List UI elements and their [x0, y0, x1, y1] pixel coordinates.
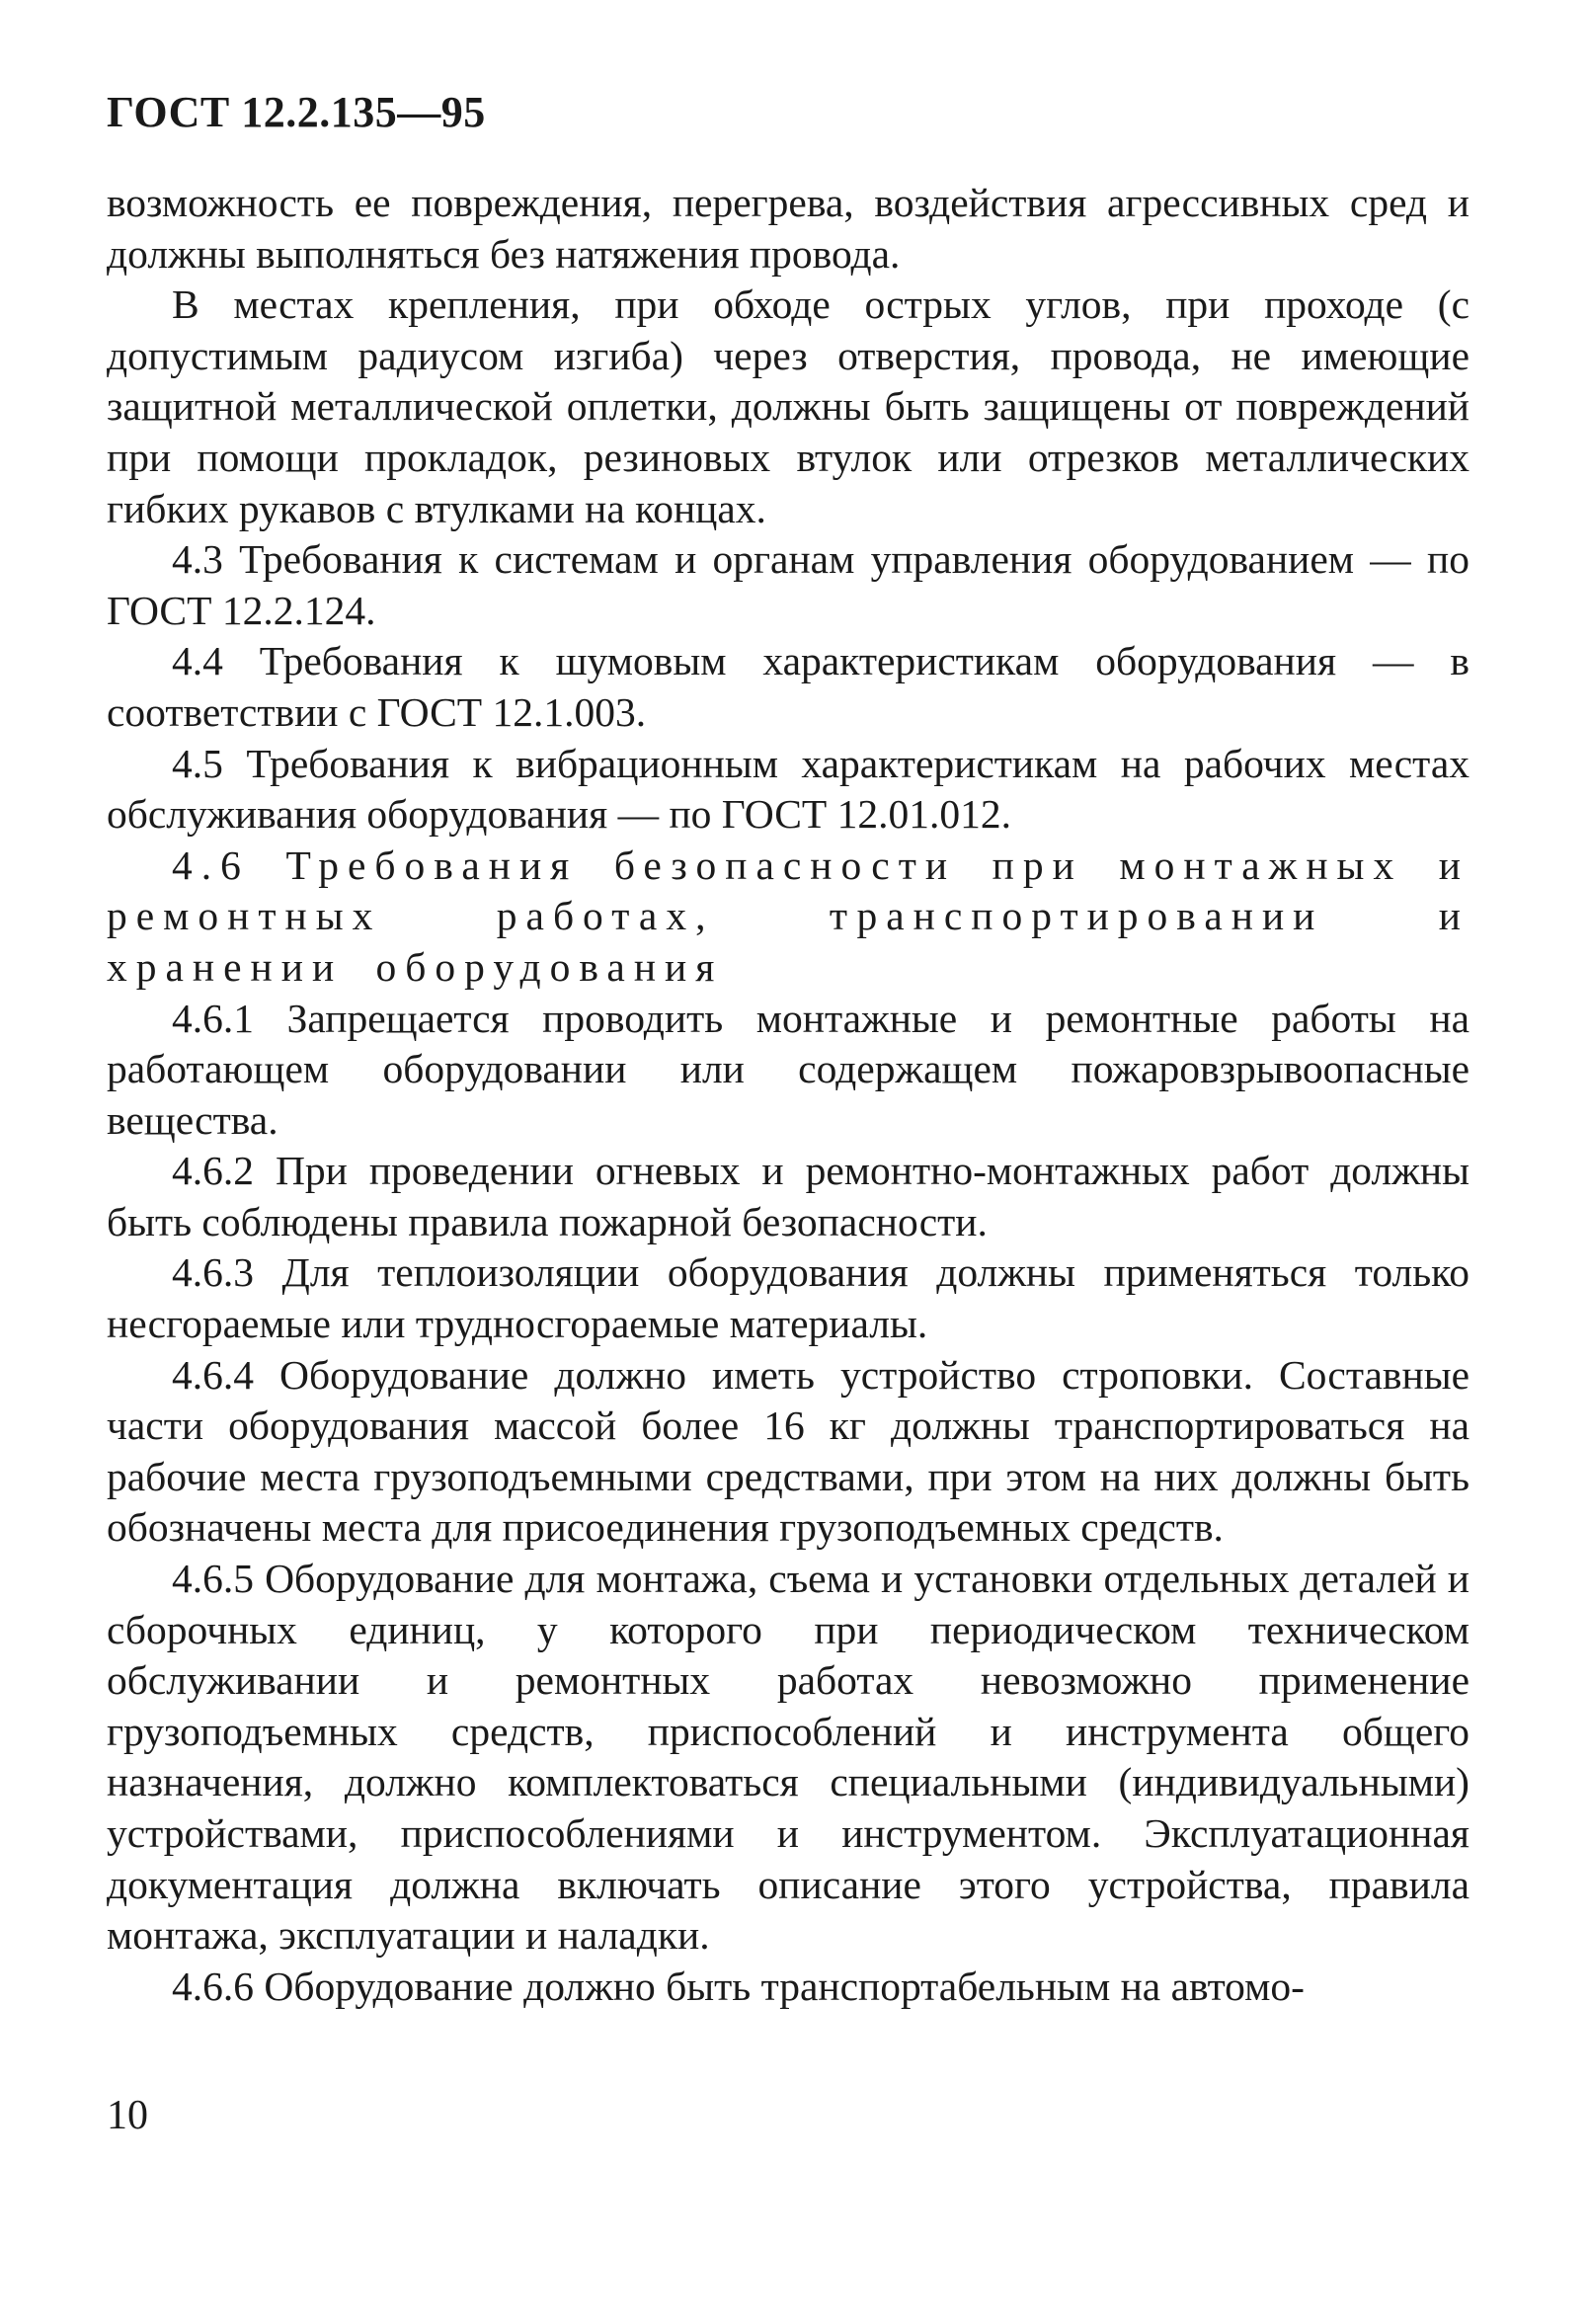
paragraph-4-4: 4.4 Требования к шумовым характеристикам оборудования — в соответствии с ГОСТ 12.1.003. [107, 638, 1469, 735]
paragraph-4-5: 4.5 Требования к вибрационным характеристикам на рабочих местах обслуживания оборудования — по ГОСТ 12.01.012. [107, 740, 1469, 838]
paragraph-4-6-6: 4.6.6 Оборудование должно быть транспортабельным на автомо- [172, 1963, 1305, 2009]
paragraph-4-6-5: 4.6.5 Оборудование для монтажа, съема и установки отдельных деталей и сборочных единиц, у которого при периодическом техническом обслуживании и ремонтных работах невозможно применение грузоподъемных средств, приспособлений и инструмента общего назначения, должно комплектоваться специальными (индивидуальными) устройствами, приспособлениями и инструментом. Эксплуатационная документация должна включать описание этого устройства, правила монтажа, эксплуатации и наладки. [107, 1556, 1469, 1959]
paragraph-continuation: возможность ее повреждения, перегрева, воздействия агрессивных сред и должны выполняться без натяжения провода. [107, 180, 1469, 277]
paragraph-wire-protection: В местах крепления, при обходе острых углов, при проходе (с допустимым радиусом изгиба) через отверстия, провода, не имеющие защитной металлической оплетки, должны быть защищены от повреждений при помощи прокладок, резиновых втулок или отрезков металлических гибких рукавов с втулками на концах. [107, 281, 1469, 531]
document-header: ГОСТ 12.2.135—95 [107, 88, 486, 136]
paragraph-4-3: 4.3 Требования к системам и органам управления оборудованием — по ГОСТ 12.2.124. [107, 536, 1469, 633]
paragraph-4-6-2: 4.6.2 При проведении огневых и ремонтно-монтажных работ должны быть соблюдены правила пожарной безопасности. [107, 1148, 1469, 1244]
document-body [107, 178, 1469, 2012]
paragraph-4-6-4: 4.6.4 Оборудование должно иметь устройство строповки. Составные части оборудования массой более 16 кг должны транспортироваться на рабочие места грузоподъемными средствами, при этом на них должны быть обозначены места для присоединения грузоподъемных средств. [107, 1351, 1469, 1551]
paragraph-4-6-1: 4.6.1 Запрещается проводить монтажные и ремонтные работы на работающем оборудовании или содержащем пожаровзрывоопасные вещества. [107, 995, 1469, 1143]
paragraph-4-6-3: 4.6.3 Для теплоизоляции оборудования должны применяться только несгораемые или трудносгораемые материалы. [107, 1249, 1469, 1347]
page-number: 10 [107, 2093, 148, 2138]
section-heading-4-6: 4.6 Требования безопасности при монтажных и ремонтных работах, транспортировании и хранении оборудования [107, 841, 1469, 990]
